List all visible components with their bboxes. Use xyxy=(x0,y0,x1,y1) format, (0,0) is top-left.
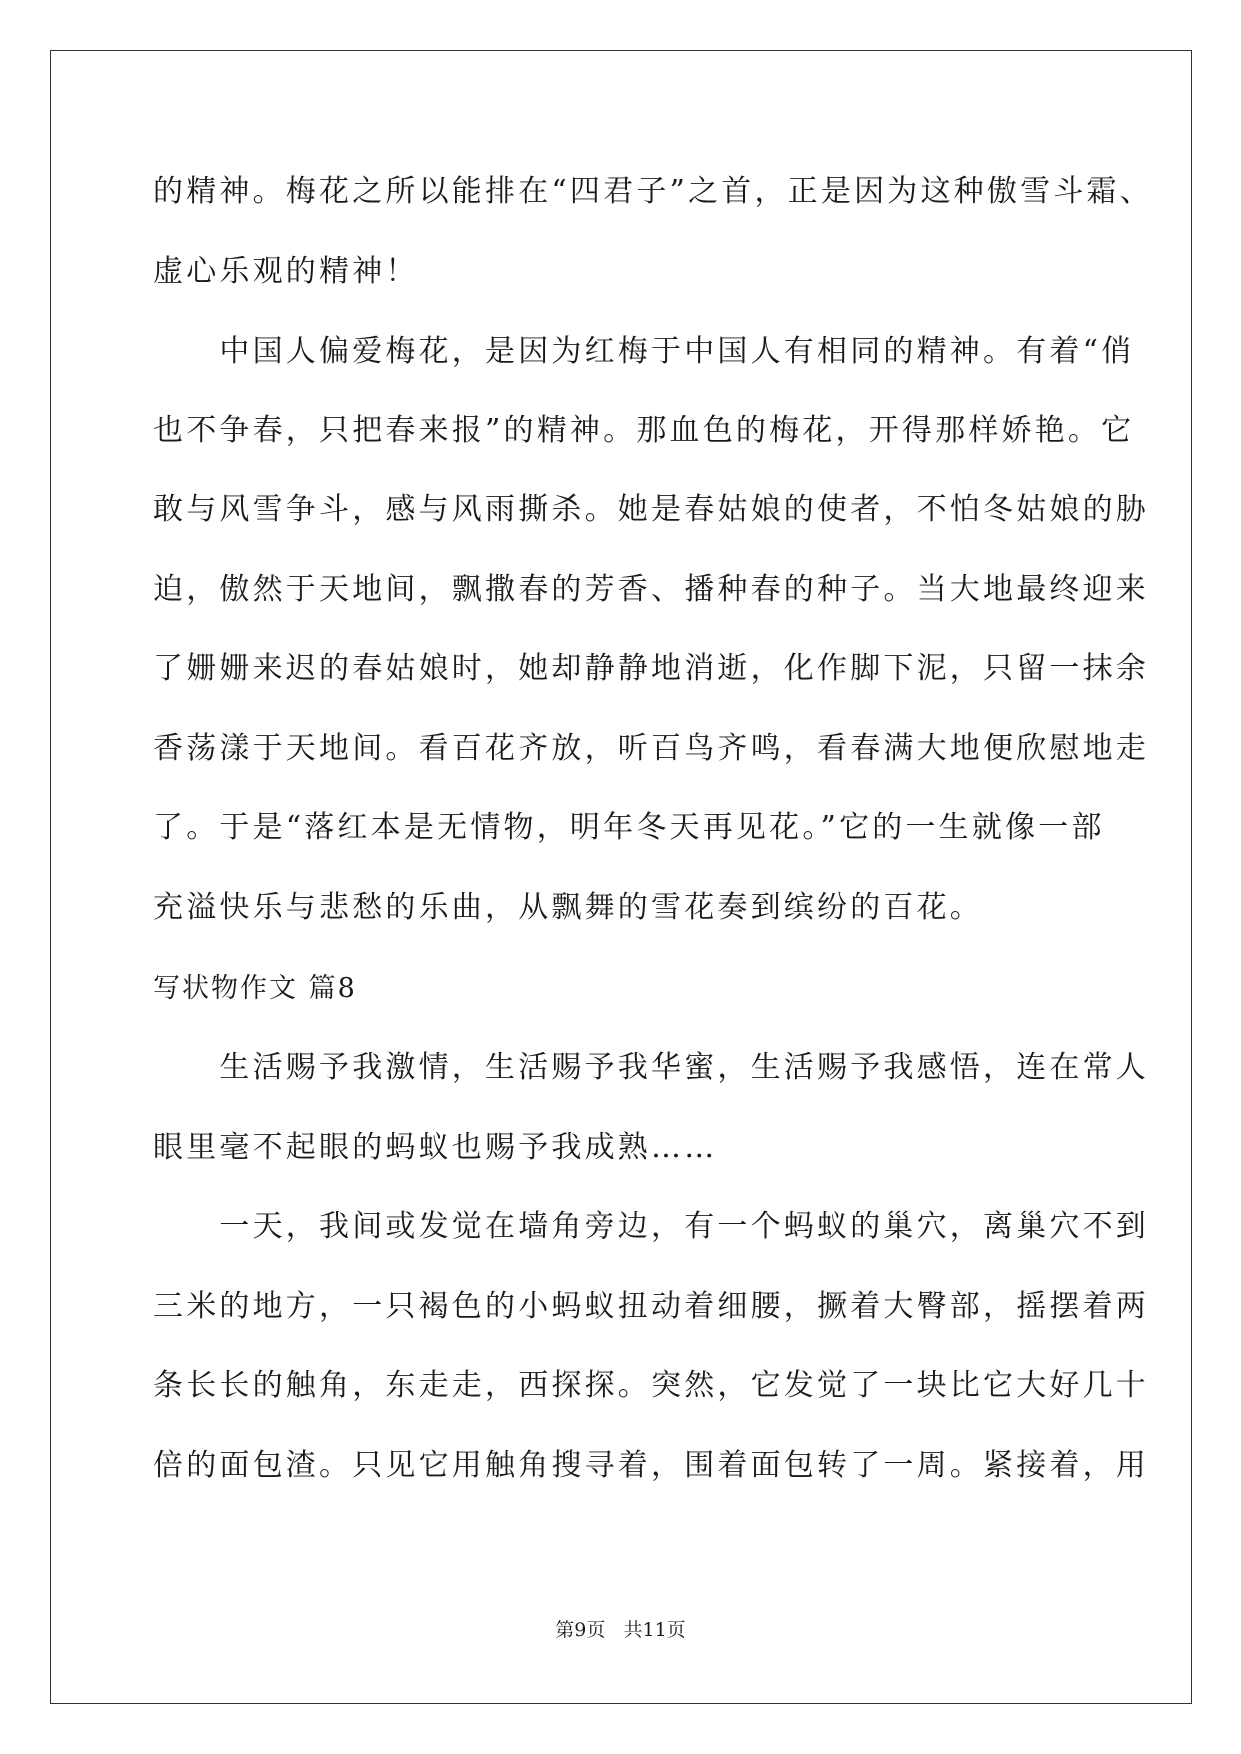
page-number-footer: 第9页 共11页 xyxy=(555,1619,686,1641)
text-line: 迫，傲然于天地间，飘撒春的芳香、播种春的种子。当大地最终迎来 xyxy=(153,572,1149,607)
text-line: 三米的地方，一只褐色的小蚂蚁扭动着细腰，撅着大臀部，摇摆着两 xyxy=(153,1289,1149,1324)
text-line: 香荡漾于天地间。看百花齐放，听百鸟齐鸣，看春满大地便欣慰地走 xyxy=(153,731,1149,766)
text-line: 的精神。梅花之所以能排在“四君子”之首，正是因为这种傲雪斗霜、 xyxy=(153,174,1153,209)
text-line: 了。于是“落红本是无情物，明年冬天再见花。”它的一生就像一部 xyxy=(153,810,1105,845)
text-line: 虚心乐观的精神！ xyxy=(153,254,419,289)
text-line: 眼里毫不起眼的蚂蚁也赐予我成熟…… xyxy=(153,1130,718,1165)
text-line: 倍的面包渣。只见它用触角搜寻着，围着面包转了一周。紧接着，用 xyxy=(153,1448,1149,1483)
section-heading: 写状物作文 篇8 xyxy=(153,973,357,1004)
text-line: 充溢快乐与悲愁的乐曲，从飘舞的雪花奏到缤纷的百花。 xyxy=(153,890,983,925)
text-line: 生活赐予我激情，生活赐予我华蜜，生活赐予我感悟，连在常人 xyxy=(153,1050,1149,1085)
text-line: 敢与风雪争斗，感与风雨撕杀。她是春姑娘的使者，不怕冬姑娘的胁 xyxy=(153,492,1149,527)
text-line: 条长长的触角，东走走，西探探。突然，它发觉了一块比它大好几十 xyxy=(153,1368,1149,1403)
text-line: 中国人偏爱梅花，是因为红梅于中国人有相同的精神。有着“俏 xyxy=(153,334,1135,369)
text-line: 一天，我间或发觉在墙角旁边，有一个蚂蚁的巢穴，离巢穴不到 xyxy=(153,1209,1149,1244)
text-line: 了姗姗来迟的春姑娘时，她却静静地消逝，化作脚下泥，只留一抹余 xyxy=(153,651,1149,686)
text-line: 也不争春，只把春来报”的精神。那血色的梅花，开得那样娇艳。它 xyxy=(153,413,1135,448)
